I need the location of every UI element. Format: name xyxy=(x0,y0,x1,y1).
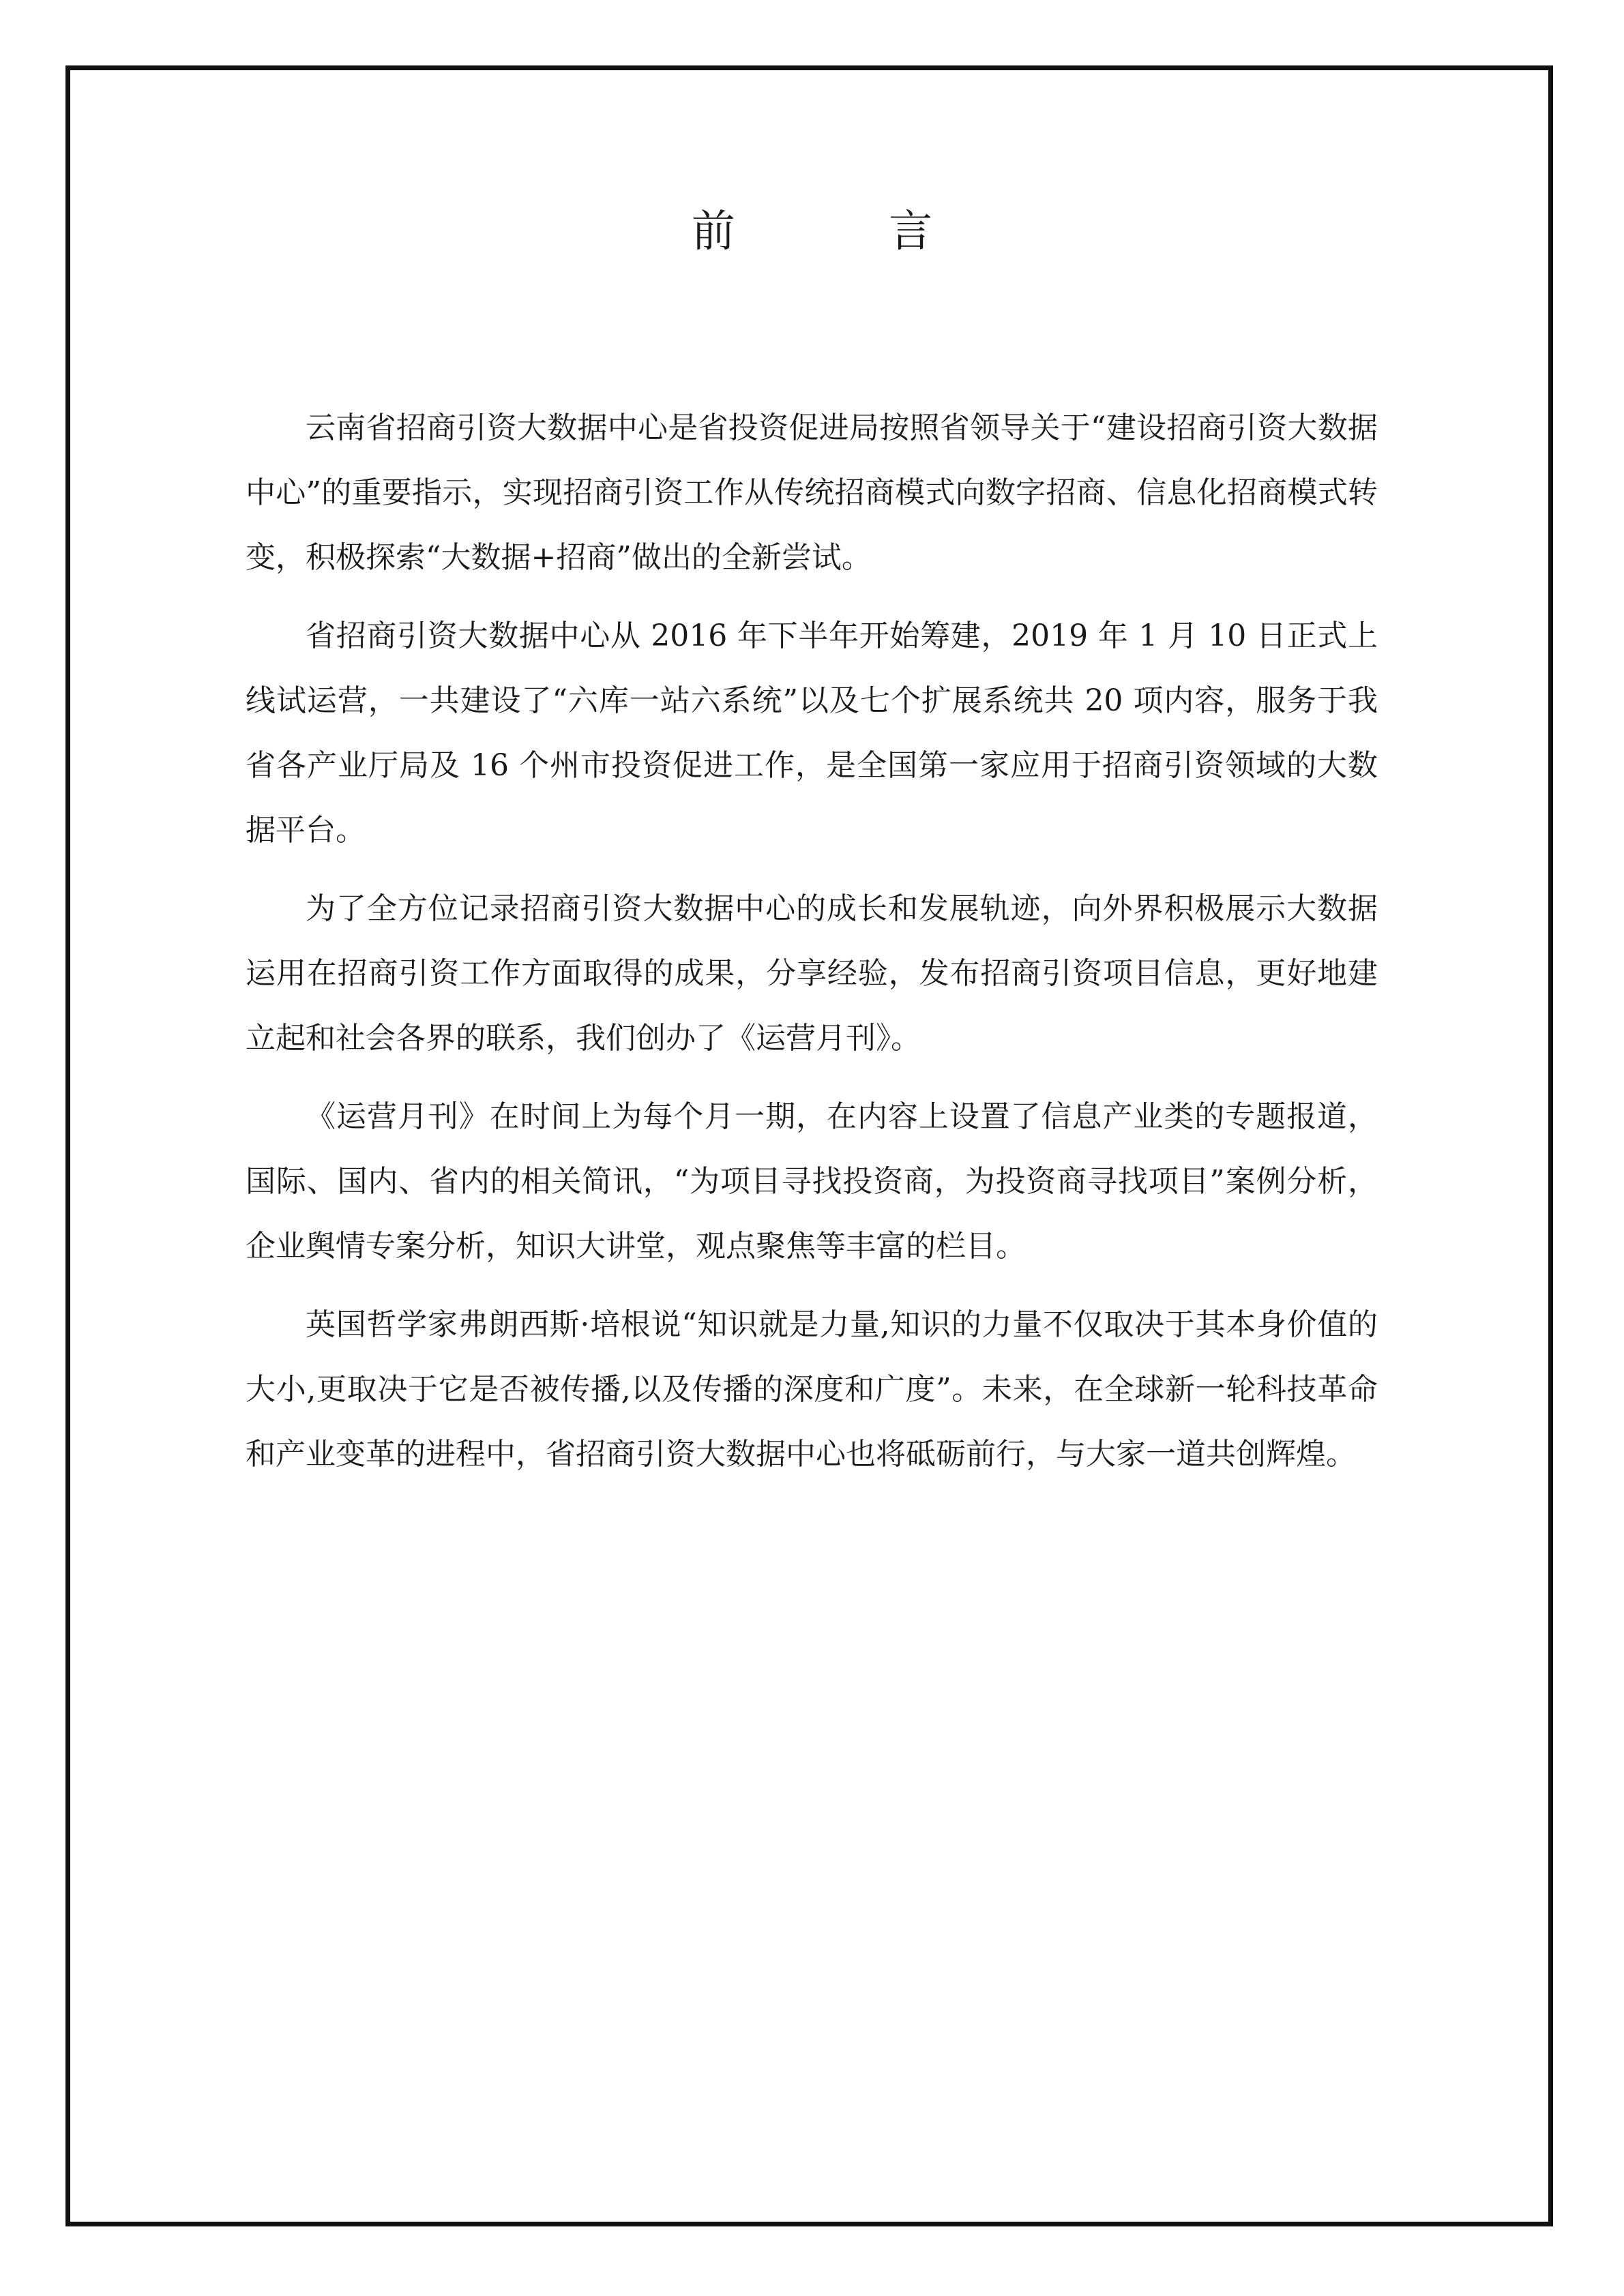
preface-body xyxy=(246,396,1378,1500)
page-title: 前 言 xyxy=(691,207,1003,257)
paragraph-content: 《运营月刊》在时间上为每个月一期，在内容上设置了信息产业类的专题报道，国际、国内、省内的相关简讯，“为项目寻找投资商，为投资商寻找项目”案例分析，企业舆情专案分析，知识大讲堂，观点聚焦等丰富的栏目。 xyxy=(246,1099,1378,1264)
paragraph-purpose: 为了全方位记录招商引资大数据中心的成长和发展轨迹，向外界积极展示大数据运用在招商引资工作方面取得的成果，分享经验，发布招商引资项目信息，更好地建立起和社会各界的联系，我们创办了《运营月刊》。 xyxy=(246,891,1378,1056)
paragraph-history: 省招商引资大数据中心从 2016 年下半年开始筹建，2019 年 1 月 10 日正式上线试运营，一共建设了“六库一站六系统”以及七个扩展系统共 20 项内容，服务于我省各产业厅局及 16 个州市投资促进工作，是全国第一家应用于招商引资领域的大数据平台。 xyxy=(246,618,1378,848)
paragraph-intro: 云南省招商引资大数据中心是省投资促进局按照省领导关于“建设招商引资大数据中心”的重要指示，实现招商引资工作从传统招商模式向数字招商、信息化招商模式转变，积极探索“大数据+招商”做出的全新尝试。 xyxy=(246,411,1378,575)
paragraph-closing: 英国哲学家弗朗西斯·培根说“知识就是力量,知识的力量不仅取决于其本身价值的大小,更取决于它是否被传播,以及传播的深度和广度”。未来，在全球新一轮科技革命和产业变革的进程中，省招商引资大数据中心也将砥砺前行，与大家一道共创辉煌。 xyxy=(246,1307,1378,1472)
